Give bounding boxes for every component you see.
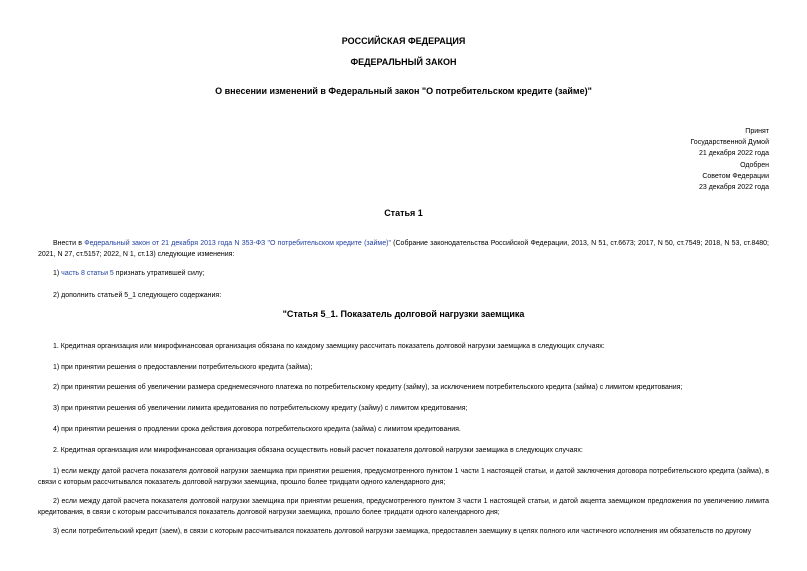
paragraph: 3) если потребительский кредит (заем), в связи с которым рассчитывался показатель долговой нагрузки заемщика, предоставлен заемщику в целях полного или частичного исполнения им обязательств по другому (53, 528, 752, 535)
article-1-heading: Статья 1 (384, 208, 423, 218)
approval-line: 23 декабря 2022 года (698, 184, 769, 192)
paragraph: 2. Кредитная организация или микрофинансовая организация обязана осуществить новый расчет показателя долговой нагрузки заемщика в следующих случаях: (53, 447, 583, 454)
intro-prefix: Внести в (53, 240, 85, 247)
paragraph: 2) если между датой расчета показателя долговой нагрузки заемщика при принятии решения, предусмотренного пунктом 3 части 1 настоящей статьи, и датой акцепта заемщиком предложения по увеличению лимита кредитования, в связи с которым рассчитывался показатель долговой нагрузки заемщика, прошло более тридцати одного календарного дня; (38, 498, 769, 516)
approval-line: Одобрен (740, 161, 769, 169)
approval-line: Советом Федерации (702, 172, 769, 180)
intro-suffix: (Собрание законодательства Российской Федерации, 2013, N 51, ст.6673; 2017, N 50, ст.7549; 2018, N 53, ст.8480; 2021, N 27, ст.5157; 2022, N 1, ст.13) следующие изменения: (38, 240, 770, 258)
paragraph: 1) при принятии решения о предоставлении потребительского кредита (займа); (53, 364, 313, 371)
article-5-1-heading: "Статья 5_1. Показатель долговой нагрузки заемщика (282, 309, 525, 319)
paragraph: 2) при принятии решения об увеличении размера среднемесячного платежа по потребительскому кредиту (займу), за исключением потребительского кредита (займа) с лимитом кредитования; (53, 384, 683, 391)
paragraph: 3) при принятии решения об увеличении лимита кредитования по потребительскому кредиту (займу) с лимитом кредитования; (53, 405, 468, 412)
adoption-block (690, 126, 769, 193)
article-1-intro (38, 238, 769, 260)
paragraph: 1) если между датой расчета показателя долговой нагрузки заемщика при принятии решения, предусмотренного пунктом 1 части 1 настоящей статьи, и датой заключения договора потребительского кредита (займа), в связи с которым рассчитывался показатель долговой нагрузки заемщика, прошло более тридцати одного календарного дня; (38, 468, 769, 486)
item-1-prefix: 1) (53, 270, 62, 277)
article-1-item-2: 2) дополнить статьей 5_1 следующего содержания: (53, 292, 222, 299)
federal-law-link[interactable]: Федеральный закон от 21 декабря 2013 года N 353-ФЗ "О потребительском кредите (займе)" (84, 240, 391, 247)
part-8-article-5-link[interactable]: часть 8 статьи 5 (61, 270, 114, 277)
paragraph: 4) при принятии решения о продлении срока действия договора потребительского кредита (займа) с лимитом кредитования. (53, 426, 461, 433)
paragraph: 1. Кредитная организация или микрофинансовая организация обязана по каждому заемщику рассчитать показатель долговой нагрузки заемщика в следующих случаях: (53, 343, 605, 350)
law-title: О внесении изменений в Федеральный закон "О потребительском кредите (займе)" (215, 86, 592, 96)
adoption-line: Принят (745, 128, 769, 135)
law-type-heading: ФЕДЕРАЛЬНЫЙ ЗАКОН (350, 57, 457, 67)
country-heading: РОССИЙСКАЯ ФЕДЕРАЦИЯ (341, 36, 466, 46)
article-1-item-1 (38, 268, 769, 279)
adoption-line: 21 декабря 2022 года (698, 150, 769, 158)
adoption-line: Государственной Думой (690, 139, 769, 147)
item-1-suffix: признать утратившей силу; (113, 270, 205, 277)
